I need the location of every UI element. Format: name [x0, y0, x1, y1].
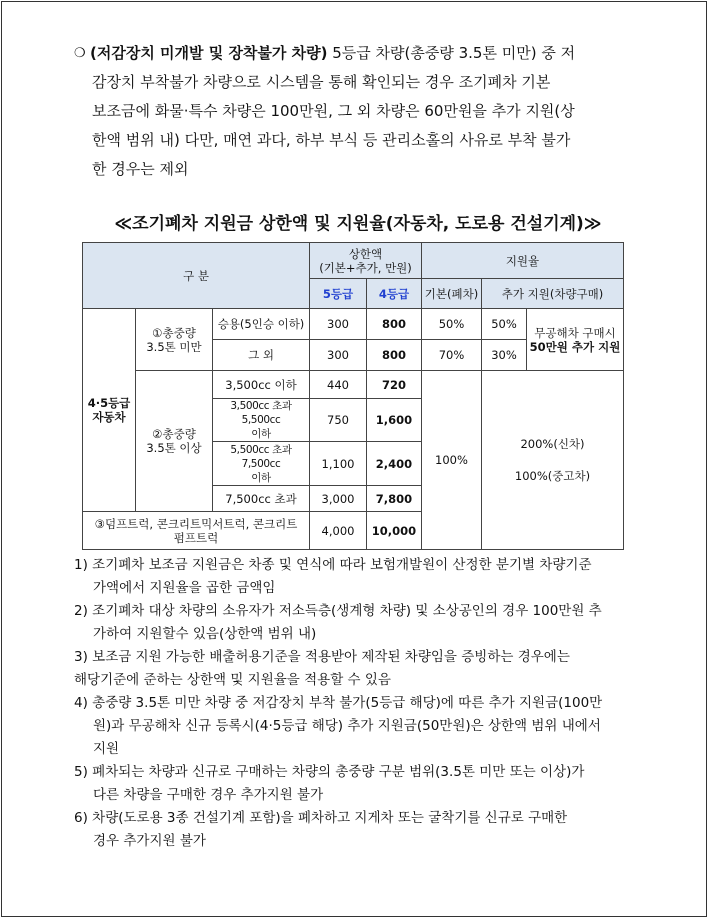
table-row: 3,500cc 초과5,500cc 이하 750 1,600: [83, 399, 624, 442]
document-page: [1, 1, 707, 917]
footnotes: 1) 조기폐차 보조금 지원금은 차종 및 연식에 따라 보험개발원이 산정한 분기별 차량기준 가액에서 지원율을 곱한 금액임 2) 조기폐차 대상 차량의 소유자가 저소득층(생계형 차량) 및 소상공인의 경우 100만원 추 가하여 지원할수 있음(상한액 범위 내) 3) 보조금 지원 가능한 배출허용기준을 적용받아 제작된 차량임을 증빙하는 경우에는 해당기준에 준하는 상한액 및 지원율을 적용할 수 있음 4) 총중량 3.5톤 미만 차량 중 저감장치 부착 불가(5등급 해당)에 따른 추가 지원금(100만 원)과 무공해차 신규 등록시(4·5등급 해당) 추가 지원금(50만원)은 상한액 범위 내에서 지원 5) 폐차되는 차량과 신규로 구매하는 차량의 총중량 구분 범위(3.5톤 미만 또는 이상)가 다른 차량을 구매한 경우 추가지원 불가 6) 차량(도로용 3종 건설기계 포함)을 폐차하고 지게차 또는 굴착기를 신규로 구매한 경우 추가지원 불가: [74, 557, 603, 849]
intro-bold-heading: (저감장치 미개발 및 장착불가 차량): [90, 44, 328, 62]
table-row: 4·5등급 자동차 ①총중량 3.5톤 미만 승용(5인승 이하) 300 800 50% 50% 무공해차 구매시 50만원 추가 지원: [83, 309, 624, 340]
table-row: 그 외 300 800 70% 30%: [83, 340, 624, 371]
table-title: ≪조기폐차 지원금 상한액 및 지원율(자동차, 도로용 건설기계)≫: [114, 214, 602, 234]
table-subheader-row: 5등급 4등급 기본(폐차) 추가 지원(차량구매): [83, 279, 624, 309]
circle-bullet-icon: ❍: [74, 46, 86, 61]
table-row: 7,500cc 초과 3,000 7,800: [83, 486, 624, 512]
subsidy-table: [82, 242, 624, 550]
intro-paragraph: ❍ (저감장치 미개발 및 장착불가 차량) 5등급 차량(총중량 3.5톤 미만) 중 저 감장치 부착불가 차량으로 시스템을 통해 확인되는 경우 조기폐차 기본 보조금에 화물·특수 차량은 100만원, 그 외 차량은 60만원을 추가 지원(상 한액 범위 내) 다만, 매연 과다, 하부 부식 등 관리소홀의 사유로 부착 불가 한 경우는 제외: [74, 39, 649, 184]
table-row: 5,500cc 초과7,500cc 이하 1,100 2,400: [83, 442, 624, 486]
table-row: ②총중량 3.5톤 이상 3,500cc 이하 440 720 100% 200%(신차) 100%(중고차): [83, 371, 624, 399]
table-row: ③덤프트럭, 콘크리트믹서트럭, 콘크리트 펌프트럭 4,000 10,000: [83, 512, 624, 550]
table-header-row: 구 분 상한액 (기본+추가, 만원) 지원율: [83, 243, 624, 279]
